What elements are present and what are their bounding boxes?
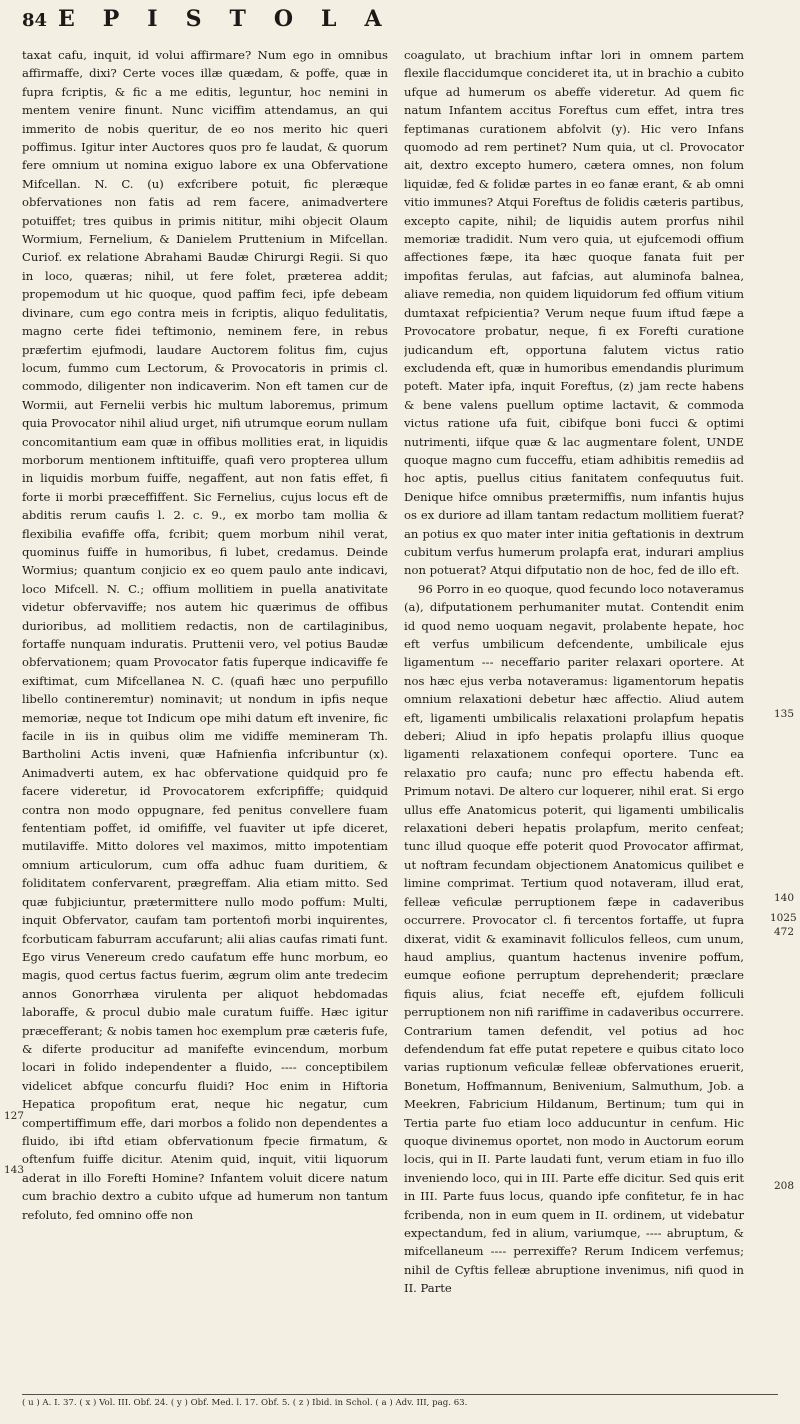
footnotes: ( u ) A. I. 37. ( x ) Vol. III. Obf. 24. ( y ) Obf. Med. l. 17. Obf. 5. ( z ) Ibid. in Schol. ( a ) Adv. III, pag. 63. (22, 1398, 468, 1408)
right-column (404, 46, 744, 1386)
margin-number: 143 (4, 1164, 25, 1176)
margin-number: 127 (4, 1110, 25, 1122)
margin-number: 208 (774, 1180, 795, 1192)
page-number: 84 (22, 10, 48, 31)
margin-number: 140 (774, 892, 795, 904)
margin-number: 135 (774, 708, 795, 720)
footnote-divider (22, 1394, 778, 1395)
margin-number: 1025 (770, 912, 797, 924)
left-column (22, 46, 388, 1386)
left-paragraph-1: taxat cafu, inquit, id volui affirmare? Num ego in omnibus affirmaffe, dixi? Certe voces illæ quædam, & poffe, quæ in fupra fcriptis, & fic a me editis, leguntur, hoc nemini in mentem venire finunt. Nunc viciffim attendamus, an qui immerito de nobis queritur, de eo nos merito hic queri poffimus. Igitur inter Auctores quos pro fe laudat, & quorum fere omnium ut nomina exiguo labore ex una Obfervatione Mifcellan. N. C. (u) exfcribere potuit, fic pleræque obfervationes non fatis ad rem facere, animadvertere potuiffet; tres quibus in primis nititur, mihi objecit Olaum Wormium, Fernelium, & Danielem Pruttenium in Mifcellan. Curiof. ex relatione Abrahami Baudæ Chirurgi Regii. Si quo in loco, quæras; nihil, ut fere folet, præterea addit; propemodum ut hic quoque, quod paffim feci, ipfe debeam divinare, cum ego contra meis in fcriptis, aliquo fedulitatis, magno certe fidei teftimonio, neminem fere, in rebus præfertim ejufmodi, laudare Auctorem folitus fim, cujus locum, fummo cum Lectorum, & Provocatoris in primis cl. commodo, diligenter non indicaverim. Non eft tamen cur de Wormii, aut Fernelii verbis hic multum laboremus, primum quia Provocator nihil aliud urget, nifi utrumque eorum nullam concomitantium eam quæ in offibus mollities erat, in liquidis morborum mentionem inftituiffe, quafi vero propterea ullum in liquidis morbum fuiffe, negaffent, aut non fatis effet, fi forte ii morbi præceffiffent. Sic Fernelius, cujus locus eft de abditis rerum caufis l. 2. c. 9., ex morbo tam mollia & flexibilia evafiffe offa, fcribit; quem morbum nihil verat, quominus fuiffe in humoribus, fi lubet, credamus. Deinde Wormius; quantum conjicio ex eo quem paulo ante indicavi, loco Mifcell. N. C.; offium mollitiem in puella anativitate videtur obfervaviffe; nos autem hic quærimus de offibus durioribus, ad mollitiem redactis, non de cartilaginibus, fortaffe nunquam induratis. Pruttenii vero, vel potius Baudæ obfervationem; quam Provocator fatis fuperque indicaviffe fe exiftimat, cum Mifcellanea N. C. (quafi hæc uno perpufillo libello contineremtur) nominavit; ut nondum in ipfis neque memoriæ, neque tot Indicum ope mihi datum eft invenire, fic facile in iis in quibus olim me vidiffe memineram Th. Bartholini Actis inveni, quæ Hafnienfia infcribuntur (x). Animadverti autem, ex hac obfervatione quidquid pro fe facere videretur, id Provocatorem exfcripfiffe; quidquid contra non modo oppugnare, fed penitus convellere fuam fententiam poffet, id omififfe, vel fuaviter ut ipfe diceret, mutilaviffe. Mitto dolores vel maximos, mitto impotentiam omnium articulorum, cum offa adhuc fuam duritiem, & foliditatem confervarent, prægreffam. Alia etiam mitto. Sed quæ fubjiciuntur, prætermittere nullo modo poffum: Multi, inquit Obfervator, caufam tam portentofi morbi inquirentes, fcorbuticam faburram accufarunt; alii alias caufas rimati funt. Ego virus Venereum credo caufatum effe hunc morbum, eo magis, quod certus factus fuerim, ægrum olim ante tredecim annos Gonorrhæa virulenta per aliquot hebdomadas laboraffe, & procul dubio male curatum fuiffe. Hæc igitur præcefferant; & nobis tamen hoc exemplum præ cæteris fufe, & diferte producitur ad manifefte evincendum, morbum locari in folido independenter a fluido, ---- conceptibilem videlicet abfque concurfu fluidi? Hoc enim in Hiftoria Hepatica propofitum erat, neque hic negatur, cum compertiffimum effe, dari morbos a folido non dependentes a fluido, ibi iftd etiam obfervationum fpecie firmatum, & oftenfum fuiffe dicitur. Atenim quid, inquit, vitii liquorum aderat in illo Forefti Homine? Infantem voluit dicere natum cum brachio dextro a cubito ufque ad humerum non tantum refoluto, fed omnino offe non (22, 48, 388, 1222)
running-title: EPISTOLA (58, 6, 410, 32)
right-paragraph-2: 96 Porro in eo quoque, quod fecundo loco notaveramus (a), difputationem perhumaniter mutat. Contendit enim id quod nemo uoquam negavit, prolabente hepate, hoc eft verfus umbilicum defcendente, umbilicale ejus ligamentum --- neceffario pariter relaxari oportere. At nos hæc ejus verba notaveramus: ligamentorum hepatis omnium relaxationi debetur hæc affectio. Aliud autem eft, ligamenti umbilicalis relaxationi prolapfum hepatis deberi; Aliud in ipfo hepatis prolapfu illius quoque ligamenti relaxationem confequi oportere. Tunc ea relaxatio pro caufa; nunc pro effectu habenda eft. Primum notavi. De altero cur loquerer, nihil erat. Si ergo ullus effe Anatomicus poterit, qui ligamenti umbilicalis relaxationi deberi hepatis prolapfum, merito cenfeat; tunc illud quoque effe poterit quod Provocator affirmat, ut noftram fecundam objectionem Anatomicus quilibet e limine comprimat. Tertium quod notaveram, illud erat, felleæ veficulæ perruptionem fæpe in cadaveribus occurrere. Provocator cl. fi tercentos fortaffe, ut fupra dixerat, vidit & examinavit folliculos felleos, cum unum, haud amplius, quantum hactenus invenire poffum, eumque eofione perruptum deprehenderit; præclare fiquis alius, fciat neceffe eft, ejufdem folliculi perruptionem non nifi rariffime in cadaveribus occurrere. Contrarium tamen defendit, vel potius ad hoc defendendum fat effe putat repetere e quibus citato loco varias ruptionum veficulæ felleæ obfervationes eruerit, Bonetum, Hoffmannum, Benivenium, Salmuthum, Job. a Meekren, Fabricium Hildanum, Bertinum; tum qui in Tertia parte fuo etiam loco adducuntur in cenfum. Hic quoque divinemus oportet, non modo in Auctorum eorum locis, qui in II. Parte laudati funt, verum etiam in fuo illo inveniendo loco, qui in III. Parte effe dicitur. Sed quis erit in III. Parte fuus locus, quando ipfe confitetur, fe in hac fcribenda, non in eum quem in II. ordinem, ut videbatur expectandum, fed in alium, variumque, ---- abruptum, & mifcellaneum ---- perrexiffe? Rerum Indicem verfemus; nihil de Cyftis felleæ abruptione invenimus, nifi quod in II. Parte (404, 581, 744, 1296)
right-paragraph-1: coagulato, ut brachium inftar lori in omnem partem flexile flaccidumque concideret ita, ut in brachio a cubito ufque ad humerum os abeffe videretur. Ad quem fic natum Infantem accitus Foreftus cum effet, intra tres feptimanas curationem abfolvit (y). Hic vero Infans quomodo ad rem pertinet? Num quia, ut cl. Provocator ait, dextro excepto humero, cætera omnes, non folum liquidæ, fed & folidæ partes in eo fanæ erant, & ab omni vitio immunes? Atqui Foreftus de folidis cæteris partibus, excepto capite, nihil; de liquidis autem prorfus nihil memoriæ tradidit. Num vero quia, ut ejufcemodi offium affectiones fæpe, ita hæc quoque fanata fuit per impofitas ferulas, aut fafcias, aut aluminofa balnea, aliave remedia, non quidem liquidorum fed offium vitium dumtaxat refpicientia? Verum neque fuum iftud fæpe a Provocatore probatur, neque, fi ex Forefti curatione judicandum eft, opportuna falutem victus ratio excludenda eft, quæ in humoribus emendandis plurimum poteft. Mater ipfa, inquit Foreftus, (z) jam recte habens & bene valens puellum optime lactavit, & commoda victus ratione ufa fuit, cibifque boni fucci & optimi nutrimenti, iifque quæ & lac augmentare folent, UNDE quoque magno cum fucceffu, etiam adhibitis remediis ad hoc aptis, puellus citius fanitatem confequutus fuit. Denique hifce omnibus prætermiffis, num infantis hujus os ex duriore ad illam tantam redactum mollitiem fuerat? an potius ex quo mater inter initia geftationis in dextrum cubitum verfus humerum prolapfa erat, indurari amplius non potuerat? Atqui difputatio non de hoc, fed de illo eft. (404, 48, 744, 578)
margin-number: 472 (774, 926, 795, 938)
